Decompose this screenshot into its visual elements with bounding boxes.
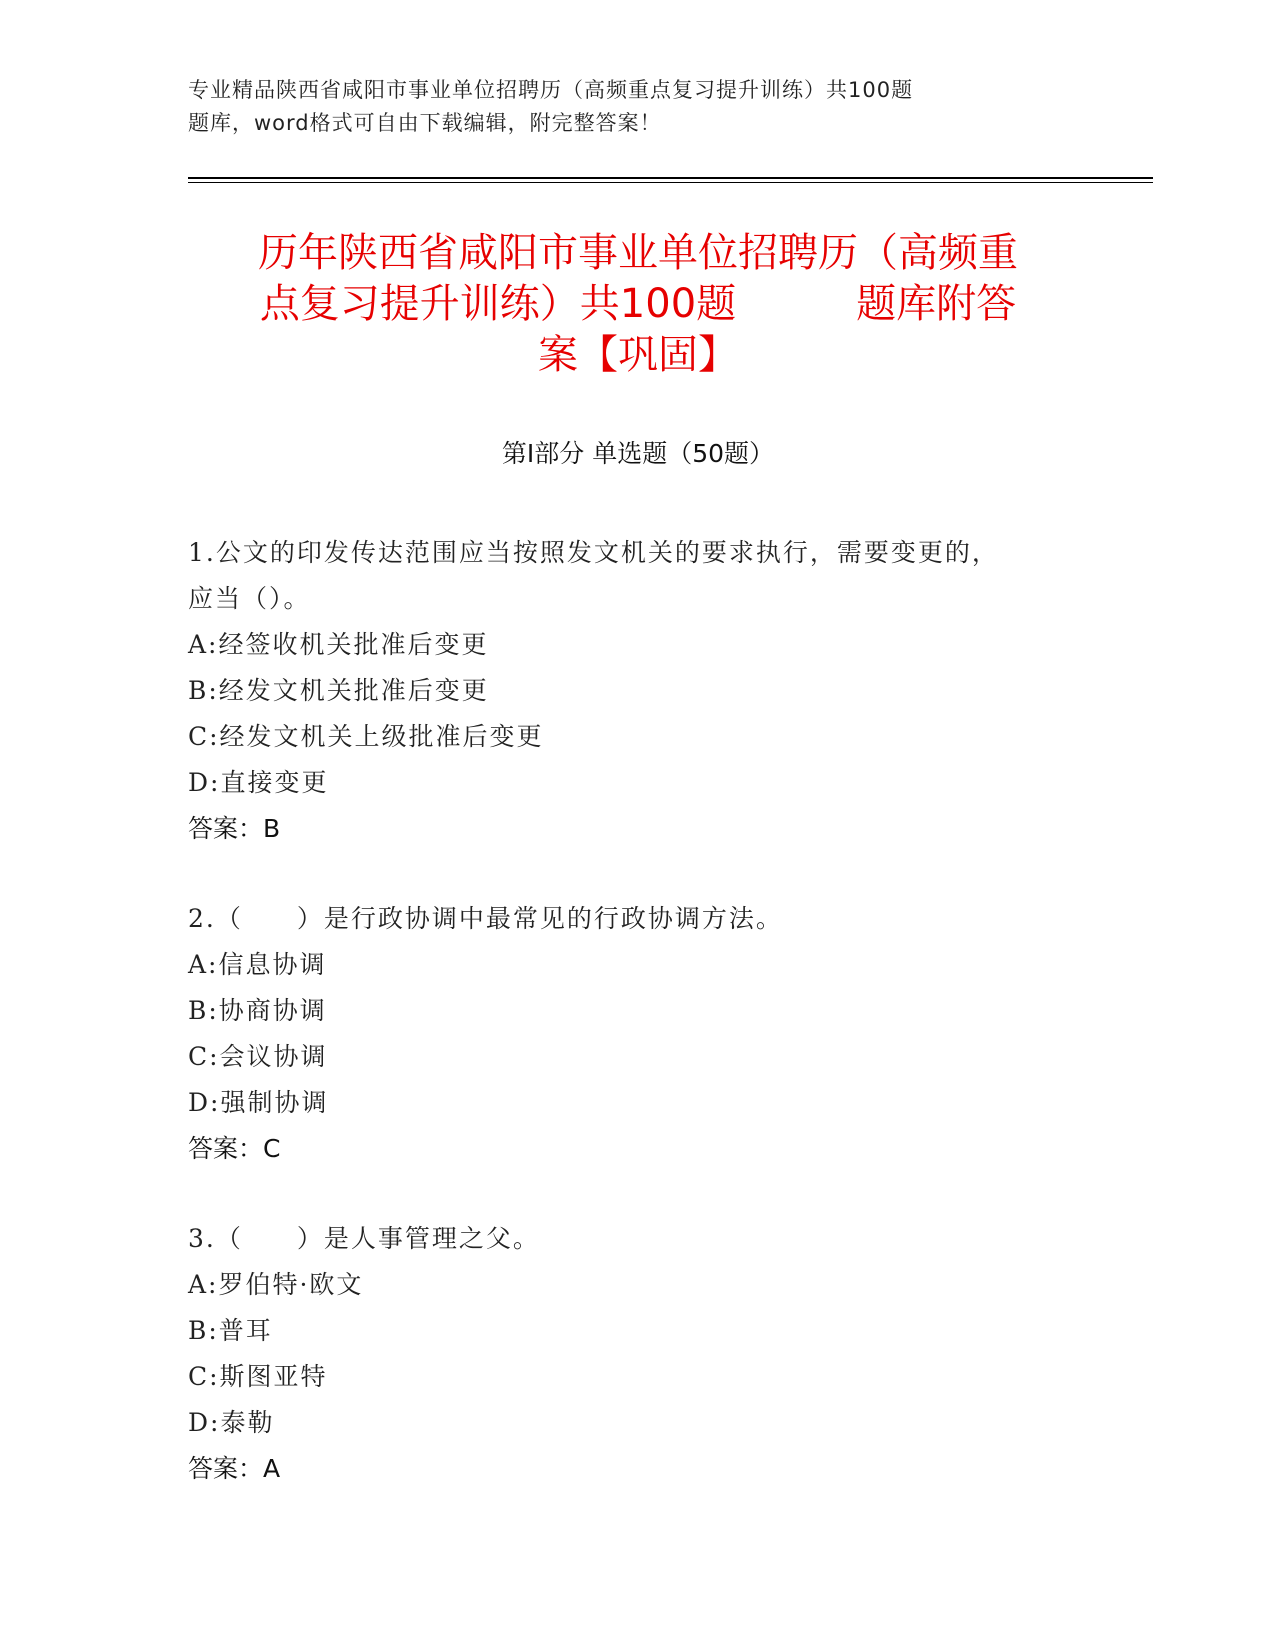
intro-line-1: 专业精品陕西省咸阳市事业单位招聘历（高频重点复习提升训练）共100题 [188, 78, 914, 102]
option-d: D:强制协调 [188, 1088, 329, 1117]
question-stem-continued: 应当（）。 [188, 584, 311, 613]
title-line-2: 点复习提升训练）共100题 题库附答 [259, 281, 1017, 327]
question-stem: 3.（ ）是人事管理之父。 [188, 1224, 540, 1253]
question-1 [188, 530, 1088, 852]
answer: 答案：A [188, 1454, 281, 1483]
option-a: A:信息协调 [188, 950, 327, 979]
question-list [188, 530, 1088, 1536]
option-b: B:协商协调 [188, 996, 327, 1025]
option-d: D:直接变更 [188, 768, 329, 797]
title-line-1: 历年陕西省咸阳市事业单位招聘历（高频重 [258, 230, 1018, 276]
header-rule-thick [188, 177, 1153, 179]
question-stem: 2.（ ）是行政协调中最常见的行政协调方法。 [188, 904, 783, 933]
option-c: C:经发文机关上级批准后变更 [188, 722, 544, 751]
option-d: D:泰勒 [188, 1408, 275, 1437]
document-title [200, 228, 1076, 381]
header-rule-thin [188, 182, 1153, 183]
answer: 答案：C [188, 1134, 281, 1163]
option-c: C:会议协调 [188, 1042, 328, 1071]
option-b: B:经发文机关批准后变更 [188, 676, 489, 705]
question-stem: 1.公文的印发传达范围应当按照发文机关的要求执行，需要变更的， [188, 538, 999, 567]
option-c: C:斯图亚特 [188, 1362, 328, 1391]
option-a: A:经签收机关批准后变更 [188, 630, 489, 659]
question-3 [188, 1216, 1088, 1492]
answer: 答案：B [188, 814, 281, 843]
intro-text [188, 74, 1018, 140]
title-line-3: 案【巩固】 [538, 332, 738, 378]
option-a: A:罗伯特·欧文 [188, 1270, 364, 1299]
option-b: B:普耳 [188, 1316, 273, 1345]
question-2 [188, 896, 1088, 1172]
intro-line-2: 题库，word格式可自由下载编辑，附完整答案！ [188, 111, 662, 135]
section-title: 第I部分 单选题（50题） [501, 439, 775, 468]
